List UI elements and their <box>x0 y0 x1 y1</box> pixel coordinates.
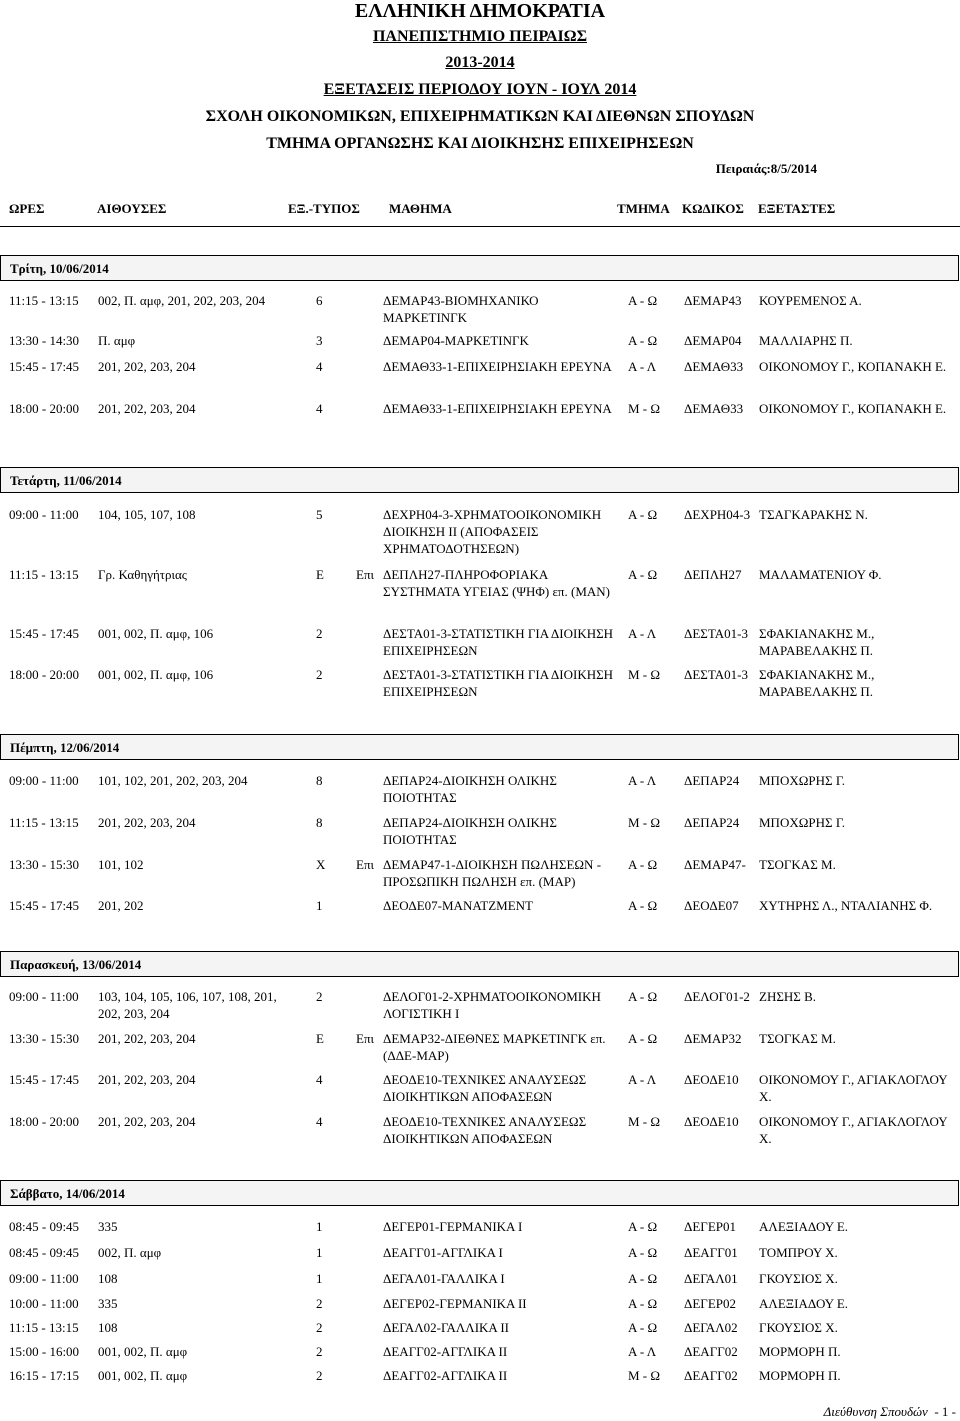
document-date: Πειραιάς:8/5/2014 <box>715 161 817 176</box>
row-exam-type: 2 <box>316 1368 323 1383</box>
row-exam-type: 6 <box>316 293 323 308</box>
row-rooms: 001, 002, Π. αμφ, 106 <box>98 626 214 641</box>
row-code: ΔΕΜΑΡ47- <box>684 857 746 872</box>
row-rooms: Γρ. Καθηγήτριας <box>98 567 187 582</box>
col-dept: ΤΜΗΜΑ <box>617 201 670 216</box>
row-code: ΔΕΓΑΛ02 <box>684 1320 738 1335</box>
row-rooms: 001, 002, Π. αμφ <box>98 1368 188 1383</box>
row-rooms: 201, 202 <box>98 898 144 913</box>
row-exam-type: Χ <box>316 857 326 872</box>
row-course: ΔΕΑΓΓ02-ΑΓΓΛΙΚΑ ΙΙ <box>383 1368 508 1383</box>
row-time: 11:15 - 13:15 <box>9 293 79 308</box>
row-course: ΔΕΠΛΗ27-ΠΛΗΡΟΦΟΡΙΑΚΑ ΣΥΣΤΗΜΑΤΑ ΥΓΕΙΑΣ (ΨΗΦ) επ. (ΜΑΝ) <box>383 567 610 599</box>
day-title: Πέμπτη, 12/06/2014 <box>10 740 120 755</box>
header-exam-period: ΕΞΕΤΑΣΕΙΣ ΠΕΡΙΟΔΟΥ ΙΟΥΝ - ΙΟΥΛ 2014 <box>323 81 637 98</box>
row-rooms: 201, 202, 203, 204 <box>98 1072 196 1087</box>
row-examiners: ΜΑΛΑΜΑΤΕΝΙΟΥ Φ. <box>759 567 882 582</box>
row-dept: Α - Λ <box>628 359 657 374</box>
row-course: ΔΕΑΓΓ02-ΑΓΓΛΙΚΑ ΙΙ <box>383 1344 508 1359</box>
row-examiners: ΣΦΑΚΙΑΝΑΚΗΣ Μ., ΜΑΡΑΒΕΛΑΚΗΣ Π. <box>759 667 875 699</box>
row-exam-type: 2 <box>316 1344 323 1359</box>
row-dept: Μ - Ω <box>628 401 661 416</box>
row-exam-type: 3 <box>316 333 323 348</box>
row-examiners: ΜΠΟΧΩΡΗΣ Γ. <box>759 815 846 830</box>
footer-office: Διεύθυνση Σπουδών <box>823 1404 928 1419</box>
row-time: 15:45 - 17:45 <box>9 898 80 913</box>
row-dept: Μ - Ω <box>628 815 661 830</box>
row-course: ΔΕΟΔΕ10-ΤΕΧΝΙΚΕΣ ΑΝΑΛΥΣΕΩΣ ΔΙΟΙΚΗΤΙΚΩΝ ΑΠΟΦΑΣΕΩΝ <box>383 1072 587 1104</box>
row-course: ΔΕΓΕΡ01-ΓΕΡΜΑΝΙΚΑ Ι <box>383 1219 523 1234</box>
row-course: ΔΕΜΑΡ32-ΔΙΕΘΝΕΣ ΜΑΡΚΕΤΙΝΓΚ επ. (ΔΔΕ-ΜΑΡ) <box>383 1031 606 1063</box>
row-rooms: 103, 104, 105, 106, 107, 108, 201, 202, 203, 204 <box>98 989 277 1021</box>
row-examiners: ΤΣΑΓΚΑΡΑΚΗΣ Ν. <box>759 507 868 522</box>
row-examiners: ΜΟΡΜΟΡΗ Π. <box>759 1368 841 1383</box>
row-examiners: ΟΙΚΟΝΟΜΟΥ Γ., ΚΟΠΑΝΑΚΗ Ε. <box>759 359 947 374</box>
col-room: ΑΙΘΟΥΣΕΣ <box>97 201 167 216</box>
row-dept: Α - Ω <box>628 293 658 308</box>
row-dept: Α - Ω <box>628 333 658 348</box>
row-rooms: 101, 102 <box>98 857 144 872</box>
row-rooms: 201, 202, 203, 204 <box>98 401 196 416</box>
col-code: ΚΩΔΙΚΟΣ <box>682 201 744 216</box>
row-code: ΔΕΜΑΡ43 <box>684 293 742 308</box>
row-time: 13:30 - 14:30 <box>9 333 80 348</box>
row-time: 18:00 - 20:00 <box>9 667 80 682</box>
row-code: ΔΕΟΔΕ07 <box>684 898 739 913</box>
row-time: 13:30 - 15:30 <box>9 1031 80 1046</box>
row-code: ΔΕΜΑΡ04 <box>684 333 742 348</box>
row-rooms: 108 <box>98 1271 118 1286</box>
row-examiners: ΤΟΜΠΡΟΥ Χ. <box>759 1245 838 1260</box>
row-examiners: ΤΣΟΓΚΑΣ Μ. <box>759 857 836 872</box>
row-dept: Α - Ω <box>628 898 658 913</box>
row-time: 08:45 - 09:45 <box>9 1245 80 1260</box>
row-dept: Μ - Ω <box>628 667 661 682</box>
row-dept: Μ - Ω <box>628 1114 661 1129</box>
row-exam-type: 4 <box>316 359 323 374</box>
row-time: 18:00 - 20:00 <box>9 1114 80 1129</box>
row-time: 10:00 - 11:00 <box>9 1296 79 1311</box>
row-dept: Α - Λ <box>628 773 657 788</box>
row-dept: Α - Ω <box>628 1320 658 1335</box>
row-code: ΔΕΓΕΡ02 <box>684 1296 736 1311</box>
row-examiners: ΓΚΟΥΣΙΟΣ Χ. <box>759 1271 838 1286</box>
row-rooms: 201, 202, 203, 204 <box>98 815 196 830</box>
row-dept: Α - Ω <box>628 857 658 872</box>
row-exam-type: 4 <box>316 401 323 416</box>
row-epi-tag: Επι <box>356 857 375 872</box>
row-course: ΔΕΜΑΡ47-1-ΔΙΟΙΚΗΣΗ ΠΩΛΗΣΕΩΝ - ΠΡΟΣΩΠΙΚΗ ΠΩΛΗΣΗ επ. (ΜΑΡ) <box>383 857 602 889</box>
row-rooms: 201, 202, 203, 204 <box>98 1114 196 1129</box>
row-code: ΔΕΓΑΛ01 <box>684 1271 738 1286</box>
row-time: 09:00 - 11:00 <box>9 773 79 788</box>
col-course: ΜΑΘΗΜΑ <box>389 201 452 216</box>
row-time: 11:15 - 13:15 <box>9 567 79 582</box>
row-exam-type: Ε <box>316 567 324 582</box>
day-header <box>0 951 959 977</box>
row-time: 15:45 - 17:45 <box>9 1072 80 1087</box>
column-headers <box>0 201 960 221</box>
row-time: 09:00 - 11:00 <box>9 1271 79 1286</box>
day-header <box>0 734 959 760</box>
row-code: ΔΕΑΓΓ02 <box>684 1368 738 1383</box>
row-exam-type: 2 <box>316 989 323 1004</box>
row-examiners: ΑΛΕΞΙΑΔΟΥ Ε. <box>759 1296 849 1311</box>
row-course: ΔΕΑΓΓ01-ΑΓΓΛΙΚΑ Ι <box>383 1245 503 1260</box>
row-course: ΔΕΜΑΘ33-1-ΕΠΙΧΕΙΡΗΣΙΑΚΗ ΕΡΕΥΝΑ <box>383 401 612 416</box>
row-rooms: 201, 202, 203, 204 <box>98 359 196 374</box>
row-dept: Α - Ω <box>628 567 658 582</box>
row-examiners: ΣΦΑΚΙΑΝΑΚΗΣ Μ., ΜΑΡΑΒΕΛΑΚΗΣ Π. <box>759 626 875 658</box>
row-code: ΔΕΛΟΓ01-2 <box>684 989 750 1004</box>
row-dept: Α - Ω <box>628 1219 658 1234</box>
row-exam-type: 2 <box>316 1320 323 1335</box>
row-epi-tag: Επι <box>356 567 375 582</box>
row-time: 11:15 - 13:15 <box>9 815 79 830</box>
row-time: 09:00 - 11:00 <box>9 989 79 1004</box>
header-academic-year: 2013-2014 <box>445 54 515 71</box>
row-examiners: ΚΟΥΡΕΜΕΝΟΣ Α. <box>759 293 862 308</box>
row-code: ΔΕΜΑΘ33 <box>684 401 744 416</box>
row-rooms: 002, Π. αμφ <box>98 1245 162 1260</box>
row-course: ΔΕΣΤΑ01-3-ΣΤΑΤΙΣΤΙΚΗ ΓΙΑ ΔΙΟΙΚΗΣΗ ΕΠΙΧΕΙΡΗΣΕΩΝ <box>383 667 614 699</box>
row-exam-type: 1 <box>316 1245 323 1260</box>
row-exam-type: 2 <box>316 667 323 682</box>
col-time: ΩΡΕΣ <box>9 201 45 216</box>
row-course: ΔΕΓΑΛ02-ΓΑΛΛΙΚΑ ΙΙ <box>383 1320 509 1335</box>
row-rooms: 108 <box>98 1320 118 1335</box>
row-course: ΔΕΠΑΡ24-ΔΙΟΙΚΗΣΗ ΟΛΙΚΗΣ ΠΟΙΟΤΗΤΑΣ <box>383 815 557 847</box>
row-time: 15:45 - 17:45 <box>9 359 80 374</box>
row-exam-type: 5 <box>316 507 323 522</box>
row-examiners: ΜΑΛΛΙΑΡΗΣ Π. <box>759 333 853 348</box>
row-course: ΔΕΜΑΡ04-ΜΑΡΚΕΤΙΝΓΚ <box>383 333 529 348</box>
row-time: 11:15 - 13:15 <box>9 1320 79 1335</box>
row-rooms: 201, 202, 203, 204 <box>98 1031 196 1046</box>
col-examiners: ΕΞΕΤΑΣΤΕΣ <box>758 201 836 216</box>
page-footer <box>824 1404 956 1420</box>
col-type: ΕΞ.-ΤΥΠΟΣ <box>288 201 360 216</box>
row-examiners: ΓΚΟΥΣΙΟΣ Χ. <box>759 1320 838 1335</box>
row-rooms: 002, Π. αμφ, 201, 202, 203, 204 <box>98 293 266 308</box>
day-header <box>0 1180 959 1206</box>
row-code: ΔΕΟΔΕ10 <box>684 1072 739 1087</box>
day-header <box>0 467 959 493</box>
row-course: ΔΕΓΕΡ02-ΓΕΡΜΑΝΙΚΑ ΙΙ <box>383 1296 527 1311</box>
row-exam-type: Ε <box>316 1031 324 1046</box>
row-rooms: 001, 002, Π. αμφ, 106 <box>98 667 214 682</box>
row-exam-type: 8 <box>316 815 323 830</box>
header-country: ΕΛΛΗΝΙΚΗ ΔΗΜΟΚΡΑΤΙΑ <box>354 0 606 22</box>
day-title: Σάββατο, 14/06/2014 <box>10 1186 125 1201</box>
row-course: ΔΕΠΑΡ24-ΔΙΟΙΚΗΣΗ ΟΛΙΚΗΣ ΠΟΙΟΤΗΤΑΣ <box>383 773 557 805</box>
row-code: ΔΕΜΑΘ33 <box>684 359 744 374</box>
row-code: ΔΕΣΤΑ01-3 <box>684 626 748 641</box>
row-rooms: 335 <box>98 1296 118 1311</box>
row-dept: Α - Ω <box>628 989 658 1004</box>
row-course: ΔΕΛΟΓ01-2-ΧΡΗΜΑΤΟΟΙΚΟΝΟΜΙΚΗ ΛΟΓΙΣΤΙΚΗ Ι <box>383 989 601 1021</box>
row-code: ΔΕΠΑΡ24 <box>684 773 740 788</box>
row-code: ΔΕΠΛΗ27 <box>684 567 742 582</box>
row-dept: Α - Ω <box>628 1031 658 1046</box>
day-title: Παρασκευή, 13/06/2014 <box>10 957 142 972</box>
row-code: ΔΕΧΡΗ04-3 <box>684 507 751 522</box>
header-university: ΠΑΝΕΠΙΣΤΗΜΙΟ ΠΕΙΡΑΙΩΣ <box>372 28 588 45</box>
row-dept: Α - Λ <box>628 1072 657 1087</box>
row-exam-type: 2 <box>316 626 323 641</box>
row-time: 13:30 - 15:30 <box>9 857 80 872</box>
row-dept: Α - Ω <box>628 1271 658 1286</box>
row-rooms: 104, 105, 107, 108 <box>98 507 196 522</box>
row-code: ΔΕΜΑΡ32 <box>684 1031 742 1046</box>
row-examiners: ΜΟΡΜΟΡΗ Π. <box>759 1344 841 1359</box>
row-exam-type: 4 <box>316 1072 323 1087</box>
row-exam-type: 1 <box>316 898 323 913</box>
row-exam-type: 4 <box>316 1114 323 1129</box>
row-examiners: ΟΙΚΟΝΟΜΟΥ Γ., ΑΓΙΑΚΛΟΓΛΟΥ Χ. <box>759 1114 948 1146</box>
row-code: ΔΕΑΓΓ01 <box>684 1245 738 1260</box>
row-examiners: ΟΙΚΟΝΟΜΟΥ Γ., ΚΟΠΑΝΑΚΗ Ε. <box>759 401 947 416</box>
header-rule <box>0 226 960 227</box>
row-course: ΔΕΟΔΕ07-ΜΑΝΑΤΖΜΕΝΤ <box>383 898 534 913</box>
row-code: ΔΕΠΑΡ24 <box>684 815 740 830</box>
row-exam-type: 1 <box>316 1219 323 1234</box>
row-code: ΔΕΑΓΓ02 <box>684 1344 738 1359</box>
row-examiners: ΟΙΚΟΝΟΜΟΥ Γ., ΑΓΙΑΚΛΟΓΛΟΥ Χ. <box>759 1072 948 1104</box>
row-code: ΔΕΓΕΡ01 <box>684 1219 736 1234</box>
row-exam-type: 2 <box>316 1296 323 1311</box>
row-exam-type: 8 <box>316 773 323 788</box>
row-time: 16:15 - 17:15 <box>9 1368 80 1383</box>
row-rooms: 335 <box>98 1219 118 1234</box>
row-time: 15:00 - 16:00 <box>9 1344 80 1359</box>
row-course: ΔΕΟΔΕ10-ΤΕΧΝΙΚΕΣ ΑΝΑΛΥΣΕΩΣ ΔΙΟΙΚΗΤΙΚΩΝ ΑΠΟΦΑΣΕΩΝ <box>383 1114 587 1146</box>
row-dept: Α - Ω <box>628 1296 658 1311</box>
row-rooms: Π. αμφ <box>98 333 136 348</box>
row-rooms: 101, 102, 201, 202, 203, 204 <box>98 773 248 788</box>
row-examiners: ΧΥΤΗΡΗΣ Λ., ΝΤΑΛΙΑΝΗΣ Φ. <box>759 898 933 913</box>
day-title: Τρίτη, 10/06/2014 <box>10 261 109 276</box>
row-examiners: ΖΗΣΗΣ Β. <box>759 989 817 1004</box>
row-dept: Α - Λ <box>628 1344 657 1359</box>
row-course: ΔΕΧΡΗ04-3-ΧΡΗΜΑΤΟΟΙΚΟΝΟΜΙΚΗ ΔΙΟΙΚΗΣΗ ΙΙ (ΑΠΟΦΑΣΕΙΣ ΧΡΗΜΑΤΟΔΟΤΗΣΕΩΝ) <box>383 507 602 556</box>
footer-page: - 1 - <box>934 1404 956 1419</box>
row-time: 09:00 - 11:00 <box>9 507 79 522</box>
row-dept: Μ - Ω <box>628 1368 661 1383</box>
row-course: ΔΕΜΑΘ33-1-ΕΠΙΧΕΙΡΗΣΙΑΚΗ ΕΡΕΥΝΑ <box>383 359 612 374</box>
day-header <box>0 255 959 281</box>
row-exam-type: 1 <box>316 1271 323 1286</box>
row-examiners: ΑΛΕΞΙΑΔΟΥ Ε. <box>759 1219 849 1234</box>
row-dept: Α - Λ <box>628 626 657 641</box>
row-examiners: ΤΣΟΓΚΑΣ Μ. <box>759 1031 836 1046</box>
row-course: ΔΕΓΑΛ01-ΓΑΛΛΙΚΑ Ι <box>383 1271 505 1286</box>
row-course: ΔΕΣΤΑ01-3-ΣΤΑΤΙΣΤΙΚΗ ΓΙΑ ΔΙΟΙΚΗΣΗ ΕΠΙΧΕΙΡΗΣΕΩΝ <box>383 626 614 658</box>
row-dept: Α - Ω <box>628 1245 658 1260</box>
row-dept: Α - Ω <box>628 507 658 522</box>
header-department: ΤΜΗΜΑ ΟΡΓΑΝΩΣΗΣ ΚΑΙ ΔΙΟΙΚΗΣΗΣ ΕΠΙΧΕΙΡΗΣΕΩΝ <box>266 135 694 152</box>
row-examiners: ΜΠΟΧΩΡΗΣ Γ. <box>759 773 846 788</box>
day-title: Τετάρτη, 11/06/2014 <box>10 473 122 488</box>
row-time: 15:45 - 17:45 <box>9 626 80 641</box>
row-time: 08:45 - 09:45 <box>9 1219 80 1234</box>
row-rooms: 001, 002, Π. αμφ <box>98 1344 188 1359</box>
row-course: ΔΕΜΑΡ43-ΒΙΟΜΗΧΑΝΙΚΟ ΜΑΡΚΕΤΙΝΓΚ <box>383 293 539 325</box>
row-code: ΔΕΟΔΕ10 <box>684 1114 739 1129</box>
header-school: ΣΧΟΛΗ ΟΙΚΟΝΟΜΙΚΩΝ, ΕΠΙΧΕΙΡΗΜΑΤΙΚΩΝ ΚΑΙ ΔΙΕΘΝΩΝ ΣΠΟΥΔΩΝ <box>205 108 755 125</box>
row-epi-tag: Επι <box>356 1031 375 1046</box>
row-code: ΔΕΣΤΑ01-3 <box>684 667 748 682</box>
row-time: 18:00 - 20:00 <box>9 401 80 416</box>
